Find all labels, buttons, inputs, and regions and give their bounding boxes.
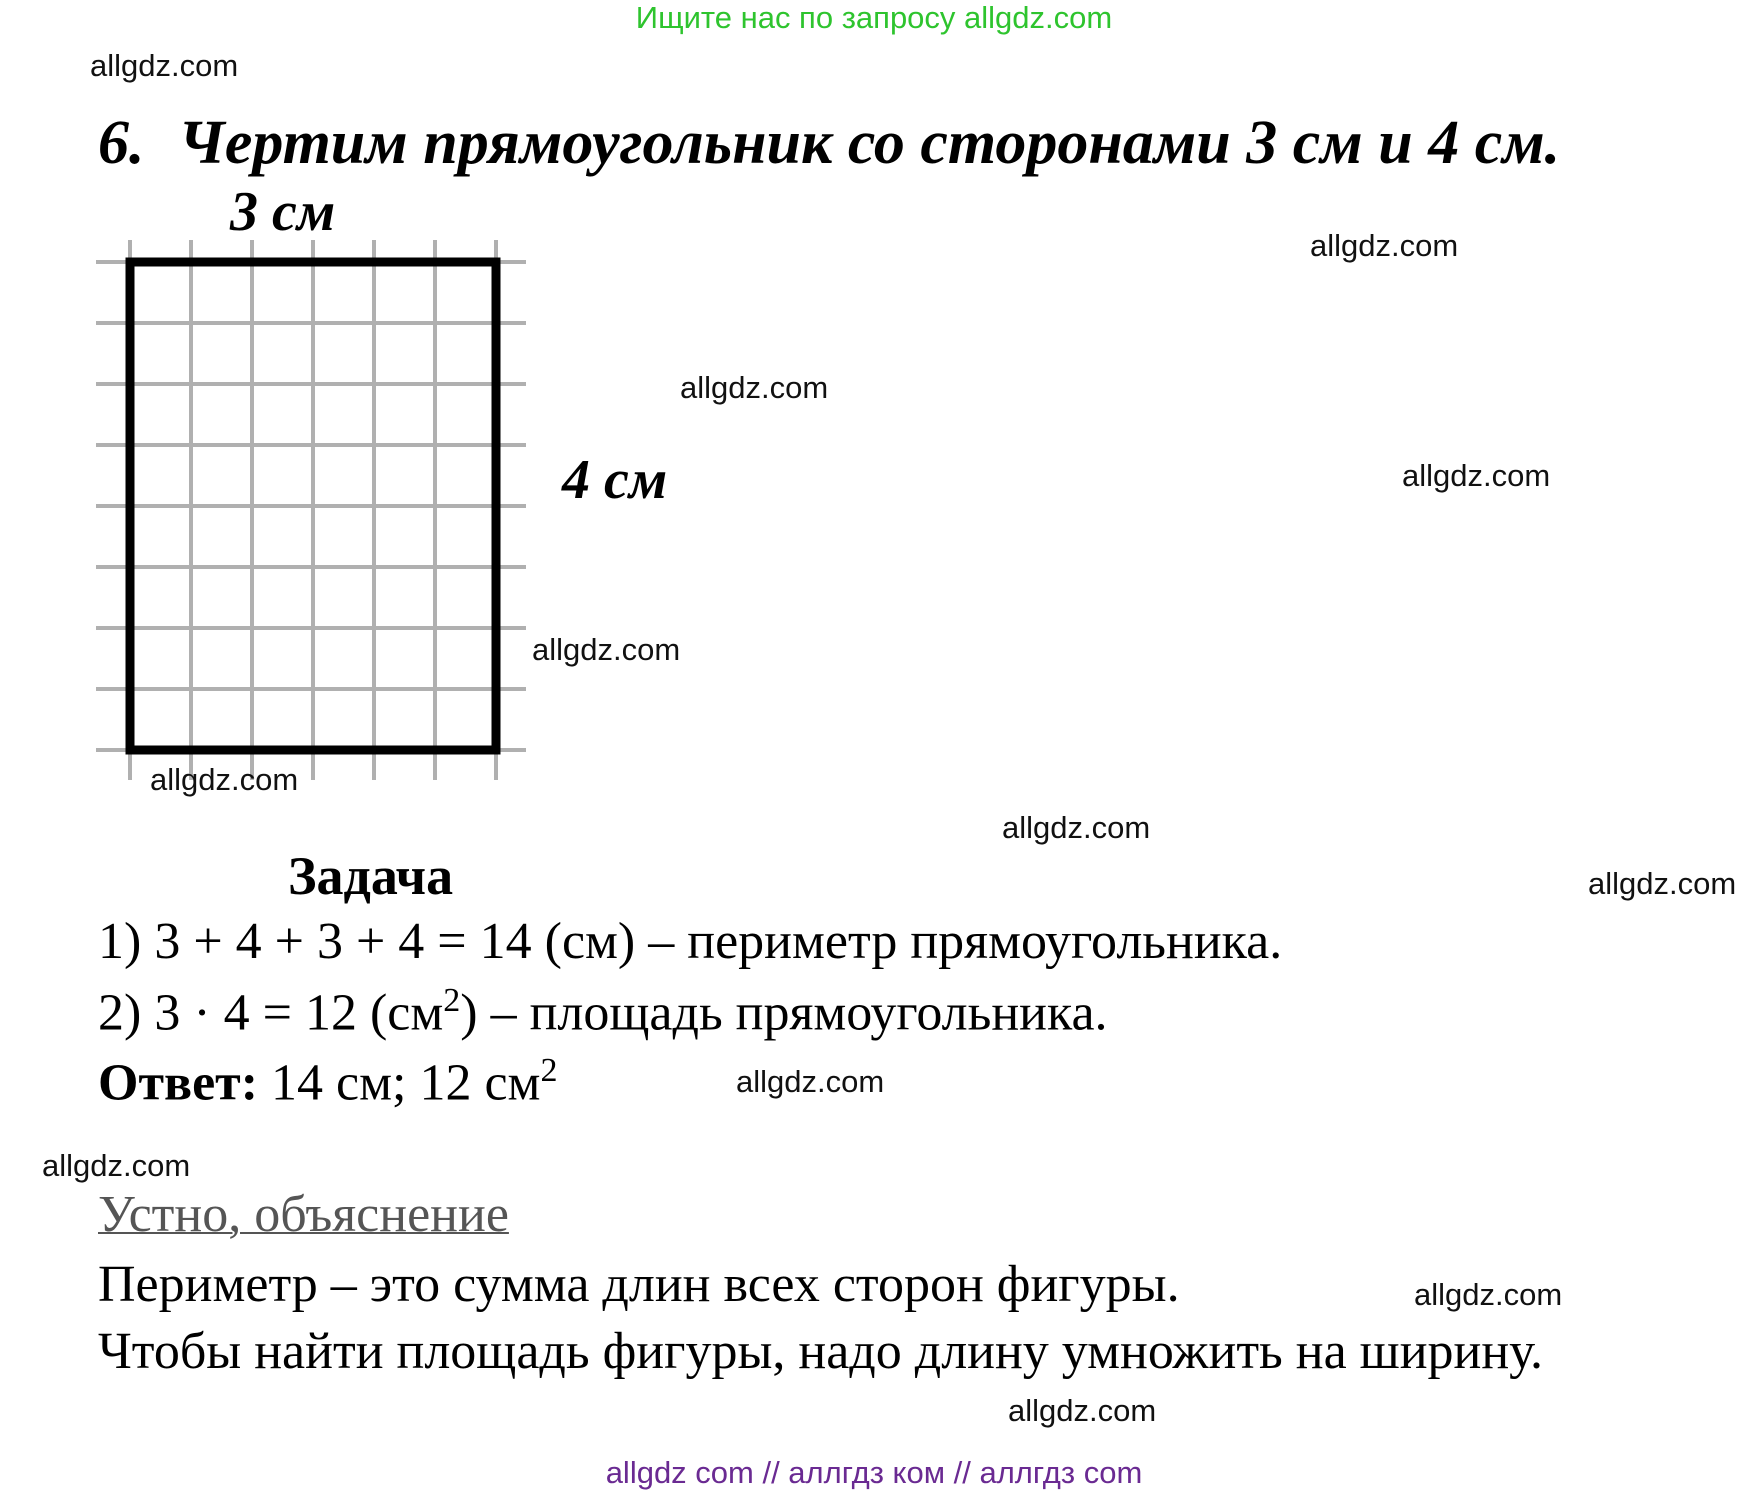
watermark: allgdz.com	[532, 632, 681, 667]
height-label: 4 см	[562, 449, 668, 511]
watermark: allgdz.com	[1008, 1393, 1157, 1428]
watermark: allgdz.com	[1414, 1277, 1563, 1312]
watermark: allgdz.com	[1402, 458, 1551, 493]
area-line: 2) 3 · 4 = 12 $(см^2)$ – площадь прямоугольника.	[98, 982, 1108, 1042]
oral-line-2: Чтобы найти площадь фигуры, надо длину умножить на ширину.	[98, 1323, 1543, 1380]
oral-heading: Устно, объяснение	[98, 1186, 509, 1243]
watermark: allgdz.com	[680, 370, 829, 405]
bottom-banner[interactable]: allgdz com // аллгдз ком // аллгдз com	[605, 1455, 1143, 1490]
solution-heading: Задача	[288, 846, 454, 906]
watermark: allgdz.com	[150, 762, 299, 797]
watermark: allgdz.com	[1002, 810, 1151, 845]
task-text: Чертим прямоугольник со сторонами 3 см и 4 см.	[178, 109, 1561, 177]
grid-lines	[96, 240, 526, 780]
watermark: allgdz.com	[1310, 228, 1459, 263]
watermark: allgdz.com	[736, 1064, 885, 1099]
answer-label: Ответ:	[98, 1054, 259, 1112]
answer-line: Ответ: 14 см; 12 $см^2$	[98, 1052, 558, 1112]
top-banner[interactable]: Ищите нас по запросу allgdz.com	[635, 0, 1113, 35]
perimeter-line: 1) 3 + 4 + 3 + 4 = 14 (см) – периметр прямоугольника.	[98, 913, 1283, 970]
watermark: allgdz.com	[42, 1148, 191, 1183]
oral-line-1: Периметр – это сумма длин всех сторон фигуры.	[98, 1256, 1180, 1313]
watermark: allgdz.com	[1588, 866, 1737, 901]
watermark: allgdz.com	[90, 48, 239, 83]
width-label: 3 см	[230, 181, 336, 243]
task-number: 6.	[98, 109, 145, 177]
grid-rectangle-figure	[96, 240, 536, 780]
task-title	[98, 108, 1560, 179]
